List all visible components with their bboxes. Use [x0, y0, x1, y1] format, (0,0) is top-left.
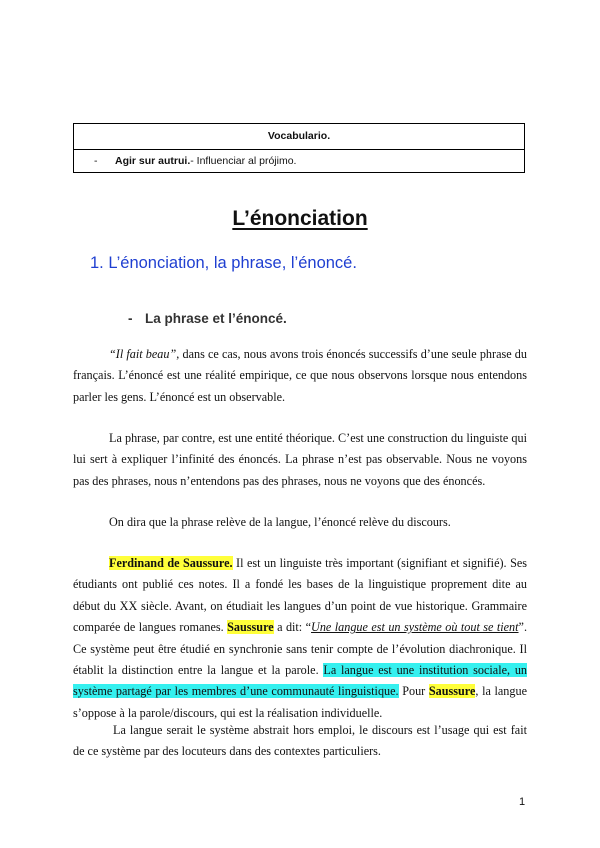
subsection-dash: -	[128, 311, 133, 326]
paragraph-4-text-4: Pour	[398, 684, 429, 699]
paragraph-4	[73, 553, 527, 724]
saussure-highlight: Saussure	[227, 620, 274, 635]
saussure-highlight: Saussure	[428, 684, 476, 699]
paragraph-1	[73, 344, 527, 408]
vocabulary-entry	[74, 150, 524, 172]
paragraph-2: La phrase, par contre, est une entité théorique. C’est une construction du linguiste qui lui sert à expliquer l’infinité des énoncés. La phrase n’est pas observable. Nous ne voyons pas des phrases, nous n’entendons pas des phrases, nous ne voyons que des énoncés.	[73, 431, 527, 488]
name-highlight: Ferdinand de Saussure.	[109, 556, 233, 570]
langue-definition-highlight: La langue est une institution sociale, un système partagé par les membres d’une communauté linguistique.	[73, 663, 528, 699]
paragraph-4-text-1: Il est un linguiste très important (signifiant et signifié). Ses étudiants ont publié ces notes. Il a fondé les bases de la linguistique proprement dite au début du XX siècle. Avant, on étudiait les langues d’un point de vue historique. Grammaire comparée de langues romanes.	[73, 556, 527, 635]
saussure-quote: Une langue est un système où tout se tient	[311, 620, 519, 635]
page-title: L’énonciation	[232, 207, 368, 230]
vocabulary-dash: -	[94, 155, 98, 167]
vocabulary-term: Agir sur autrui.	[115, 155, 191, 167]
paragraph-3: On dira que la phrase relève de la langue, l’énoncé relève du discours.	[109, 515, 451, 529]
subsection-heading	[128, 311, 287, 326]
paragraph-5: La langue serait le système abstrait hors emploi, le discours est l’usage qui est fait de ce système par des locuteurs dans des contextes particuliers.	[73, 723, 527, 759]
paragraph-4-text-2: a dit: “	[273, 620, 312, 635]
paragraph-4-text-3: ”. Ce système peut être étudié en synchronie sans tenir compte de l’évolution diachronique. Il établit la distinction entre la langue et la parole.	[73, 620, 527, 678]
paragraph-4-text-5: , la langue s’oppose à la parole/discours, qui est la réalisation individuelle.	[73, 684, 527, 720]
vocabulary-definition: - Influenciar al prójimo.	[190, 155, 297, 167]
paragraph-1-text: , dans ce cas, nous avons trois énoncés successifs d’une seule phrase du français. L’énoncé est une réalité empirique, ce que nous observons lorsque nous entendons parler les gens. L’énoncé est un observable.	[73, 347, 527, 404]
subsection-label: La phrase et l’énoncé.	[145, 311, 287, 326]
page-number: 1	[519, 796, 526, 808]
vocabulary-heading: Vocabulario.	[74, 124, 524, 150]
vocabulary-box	[73, 123, 525, 173]
paragraph-1-quote: “Il fait beau”	[109, 347, 177, 361]
section-heading: 1. L’énonciation, la phrase, l’énoncé.	[90, 254, 357, 272]
